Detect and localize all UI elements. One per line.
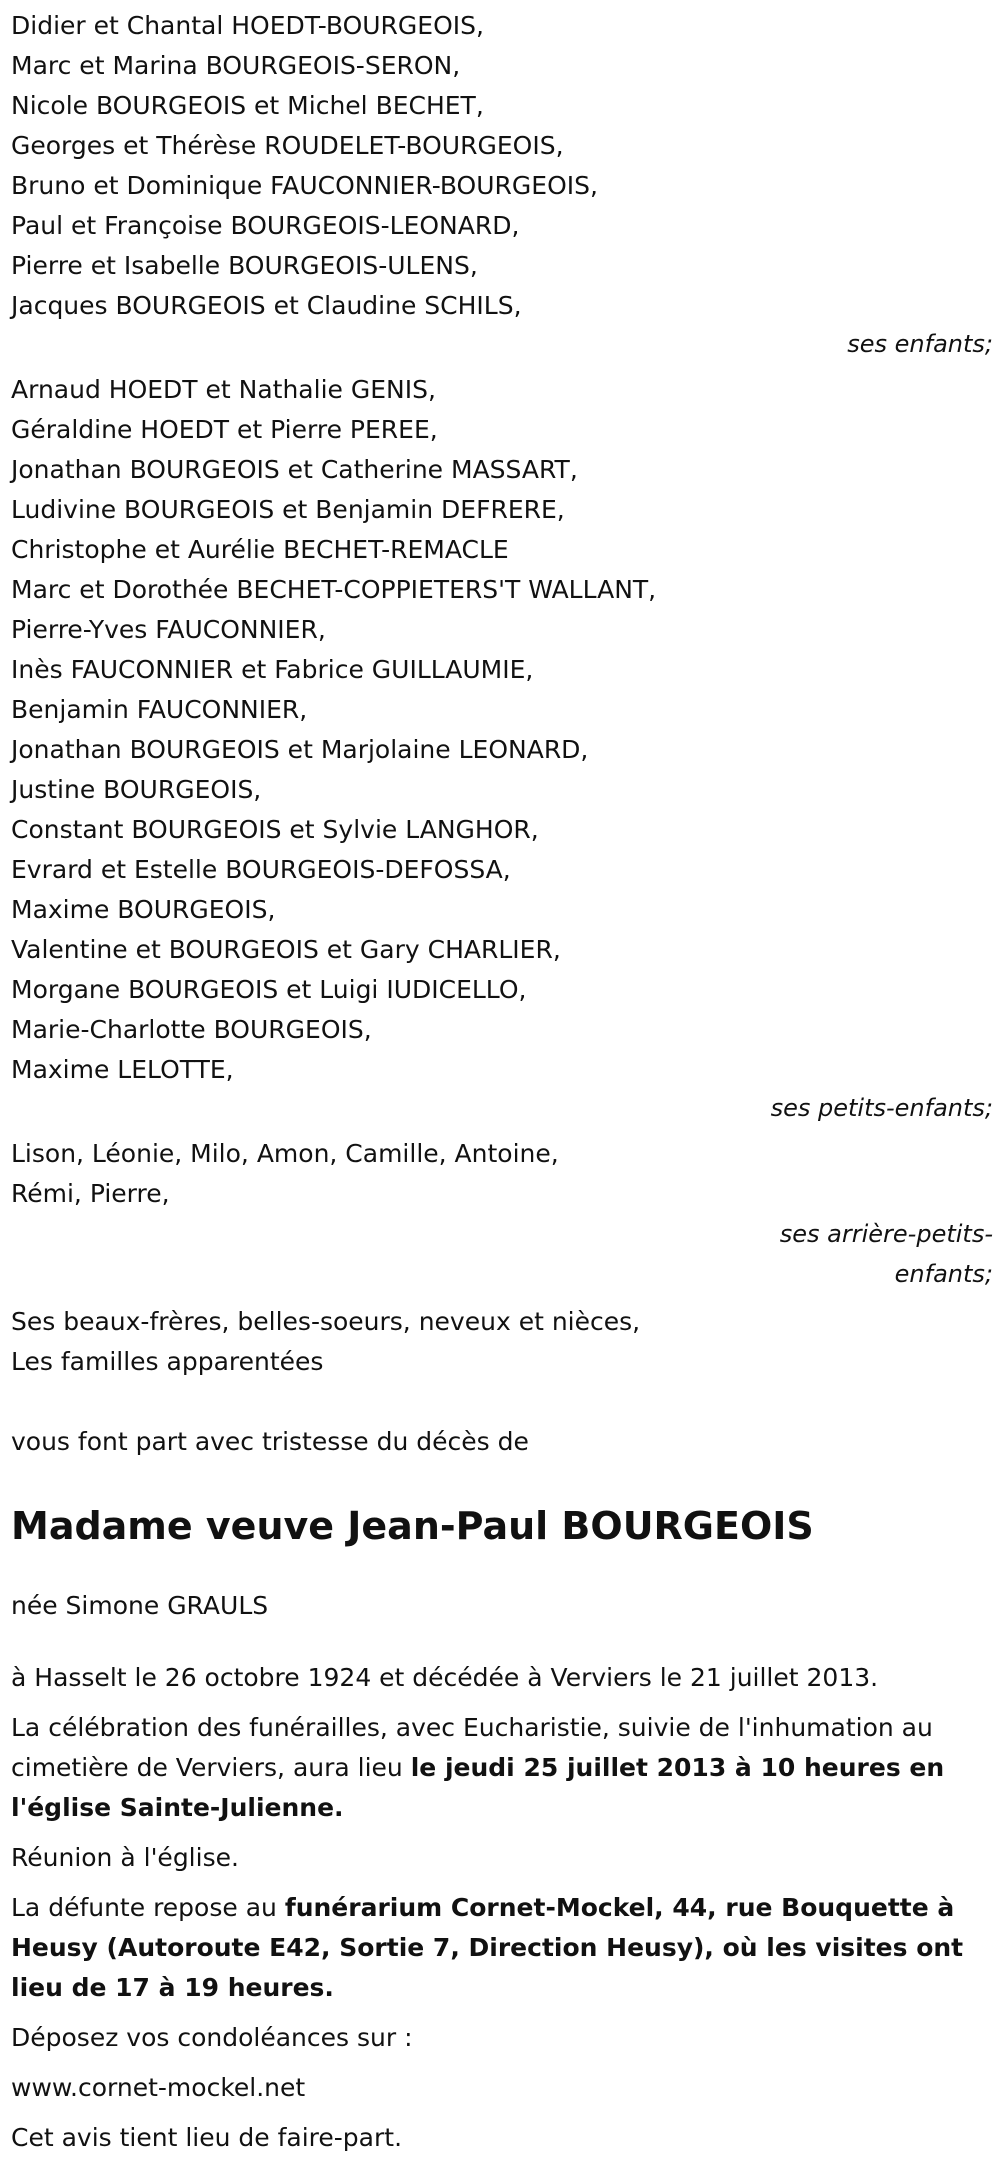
children-role-label: ses enfants; [847, 330, 993, 358]
list-item: Valentine et BOURGEOIS et Gary CHARLIER, [11, 935, 561, 964]
spacer [11, 1626, 1000, 1658]
list-item: Les familles apparentées [11, 1347, 324, 1376]
list-item: Christophe et Aurélie BECHET-REMACLE [11, 535, 509, 564]
children-list [11, 6, 1000, 326]
list-item: Rémi, Pierre, [11, 1179, 170, 1208]
list-item: Marie-Charlotte BOURGEOIS, [11, 1015, 372, 1044]
list-item: Arnaud HOEDT et Nathalie GENIS, [11, 375, 436, 404]
repose-details [11, 1888, 1000, 2008]
list-item: Didier et Chantal HOEDT-BOURGEOIS, [11, 11, 484, 40]
birth-death-dates: à Hasselt le 26 octobre 1924 et décédée à Verviers le 21 juillet 2013. [11, 1663, 879, 1692]
list-item: Marc et Dorothée BECHET-COPPIETERS'T WALLANT, [11, 575, 657, 604]
grandchildren-role-label: ses petits-enfants; [770, 1094, 993, 1122]
list-item: Géraldine HOEDT et Pierre PEREE, [11, 415, 438, 444]
list-item: Benjamin FAUCONNIER, [11, 695, 308, 724]
repose-location: funérarium Cornet-Mockel, 44, rue Bouquette à Heusy (Autoroute E42, Sortie 7, Direction Heusy), où les visites ont lieu de 17 à 19 heures. [11, 1893, 964, 2002]
list-item: Jonathan BOURGEOIS et Marjolaine LEONARD, [11, 735, 589, 764]
list-item: Pierre-Yves FAUCONNIER, [11, 615, 326, 644]
reunion-note: Réunion à l'église. [11, 1843, 239, 1872]
spacer [11, 1556, 1000, 1586]
list-item: Nicole BOURGEOIS et Michel BECHET, [11, 91, 484, 120]
funeral-text: La célébration des funérailles, avec Eucharistie, suivie de l'inhumation au cimetière de Verviers, aura lieu [11, 1713, 933, 1782]
spacer [11, 1294, 1000, 1302]
list-item: Marc et Marina BOURGEOIS-SERON, [11, 51, 461, 80]
spacer [11, 1126, 1000, 1134]
website-link[interactable]: www.cornet-mockel.net [11, 2073, 306, 2102]
list-item: Constant BOURGEOIS et Sylvie LANGHOR, [11, 815, 539, 844]
list-item: Paul et Françoise BOURGEOIS-LEONARD, [11, 211, 520, 240]
role-line: ses arrière-petits- [779, 1220, 993, 1248]
role-line: enfants; [894, 1260, 993, 1288]
announcement-intro: vous font part avec tristesse du décès de [11, 1427, 529, 1456]
maiden-name: née Simone GRAULS [11, 1591, 269, 1620]
list-item: Ludivine BOURGEOIS et Benjamin DEFRERE, [11, 495, 565, 524]
spacer [11, 1462, 1000, 1496]
funeral-date-place: le jeudi 25 juillet 2013 à 10 heures en l'église Sainte-Julienne. [11, 1753, 945, 1822]
list-item: Jonathan BOURGEOIS et Catherine MASSART, [11, 455, 578, 484]
list-item: Evrard et Estelle BOURGEOIS-DEFOSSA, [11, 855, 511, 884]
list-item: Georges et Thérèse ROUDELET-BOURGEOIS, [11, 131, 564, 160]
spacer [11, 362, 1000, 370]
list-item: Lison, Léonie, Milo, Amon, Camille, Antoine, [11, 1139, 559, 1168]
closing-note: Cet avis tient lieu de faire-part. [11, 2123, 403, 2152]
deceased-name: Madame veuve Jean-Paul BOURGEOIS [11, 1504, 814, 1548]
list-item: Justine BOURGEOIS, [11, 775, 262, 804]
spacer [11, 1382, 1000, 1422]
condolences-label: Déposez vos condoléances sur : [11, 2023, 413, 2052]
list-item: Inès FAUCONNIER et Fabrice GUILLAUMIE, [11, 655, 534, 684]
funeral-details [11, 1708, 1000, 1828]
list-item: Maxime BOURGEOIS, [11, 895, 276, 924]
grandchildren-list [11, 370, 1000, 1090]
list-item: Morgane BOURGEOIS et Luigi IUDICELLO, [11, 975, 527, 1004]
list-item: Ses beaux-frères, belles-soeurs, neveux et nièces, [11, 1307, 641, 1336]
great-grandchildren-role-label [11, 1214, 1000, 1294]
list-item: Pierre et Isabelle BOURGEOIS-ULENS, [11, 251, 478, 280]
list-item: Jacques BOURGEOIS et Claudine SCHILS, [11, 291, 522, 320]
great-grandchildren-list [11, 1134, 1000, 1214]
repose-text: La défunte repose au [11, 1893, 285, 1922]
relatives-list [11, 1302, 1000, 1382]
list-item: Maxime LELOTTE, [11, 1055, 234, 1084]
list-item: Bruno et Dominique FAUCONNIER-BOURGEOIS, [11, 171, 598, 200]
